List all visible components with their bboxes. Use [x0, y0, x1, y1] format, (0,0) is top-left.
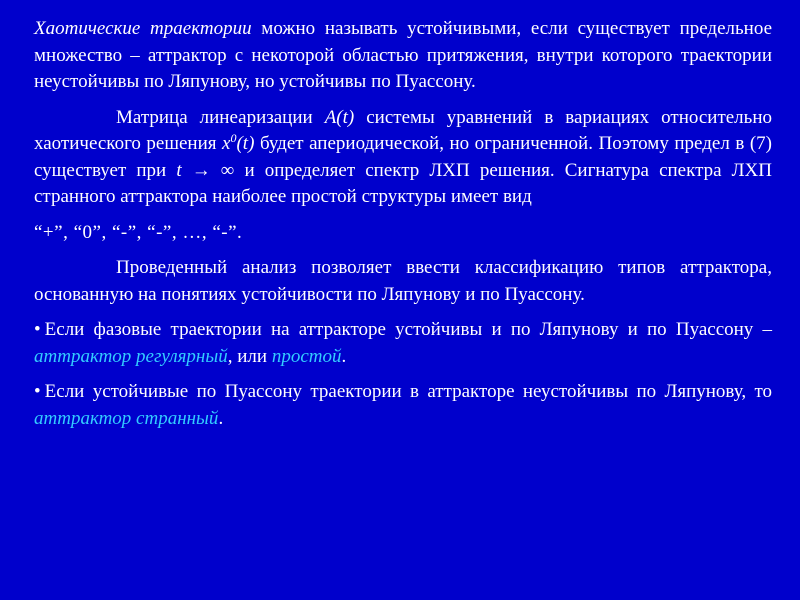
- term-regular-attractor: аттрактор регулярный: [34, 345, 228, 367]
- term-simple-attractor: простой: [271, 345, 342, 367]
- matrix-symbol: A(t): [324, 106, 355, 128]
- paragraph-2-part-1: Матрица линеаризации: [116, 106, 325, 128]
- paragraph-1-text: можно называть устойчивыми, если существует предельное множество – аттрактор с некоторой областью притяжения, внутри которого траектории неустойчивы по Ляпунову, но устойчивы по Пуассону.: [34, 18, 773, 92]
- slide-content: [34, 16, 772, 441]
- bullet-2-text: Если устойчивые по Пуассону траектории в аттракторе неустойчивы по Ляпунову, то: [44, 381, 772, 402]
- solution-symbol: [222, 133, 254, 154]
- bullet-2-end: .: [218, 407, 224, 429]
- paragraph-2-part-3: будет апериодической, но ограниченной. Поэтому предел в (7) существует при: [34, 133, 772, 181]
- solution-argument: (t): [236, 133, 255, 154]
- bullet-marker: •: [34, 381, 41, 402]
- term-strange-attractor: аттрактор странный: [34, 407, 219, 429]
- bullet-1-middle: , или: [227, 345, 272, 367]
- paragraph-linearization-matrix: [34, 105, 772, 211]
- bullet-1-text: Если фазовые траектории на аттракторе устойчивы и по Ляпунову и по Пуассону –: [44, 319, 772, 340]
- paragraph-2-part-4: и определяет спектр ЛХП решения. Сигнатура спектра ЛХП странного аттрактора наиболее простой структуры имеет вид: [34, 159, 772, 207]
- limit-to-infinity: → ∞: [181, 159, 235, 181]
- paragraph-2-part-2: системы уравнений в вариациях относительно хаотического решения: [34, 106, 772, 154]
- term-chaotic-trajectories: Хаотические траектории: [34, 18, 252, 39]
- bullet-marker: •: [34, 319, 41, 340]
- spectrum-signature: “+”, “0”, “-”, “-”, …, “-”.: [34, 221, 243, 243]
- bullet-1-end: .: [341, 345, 347, 367]
- paragraph-classification: Проведенный анализ позволяет ввести классификацию типов аттрактора, основанную на понятиях устойчивости по Ляпунову и по Пуассону.: [34, 257, 772, 305]
- paragraph-chaotic-trajectories: [34, 16, 772, 96]
- solution-superscript: 0: [230, 131, 237, 145]
- time-variable: t: [176, 159, 182, 181]
- solution-base: x: [222, 133, 231, 154]
- bullet-regular-attractor: [34, 317, 772, 370]
- bullet-strange-attractor: [34, 379, 772, 432]
